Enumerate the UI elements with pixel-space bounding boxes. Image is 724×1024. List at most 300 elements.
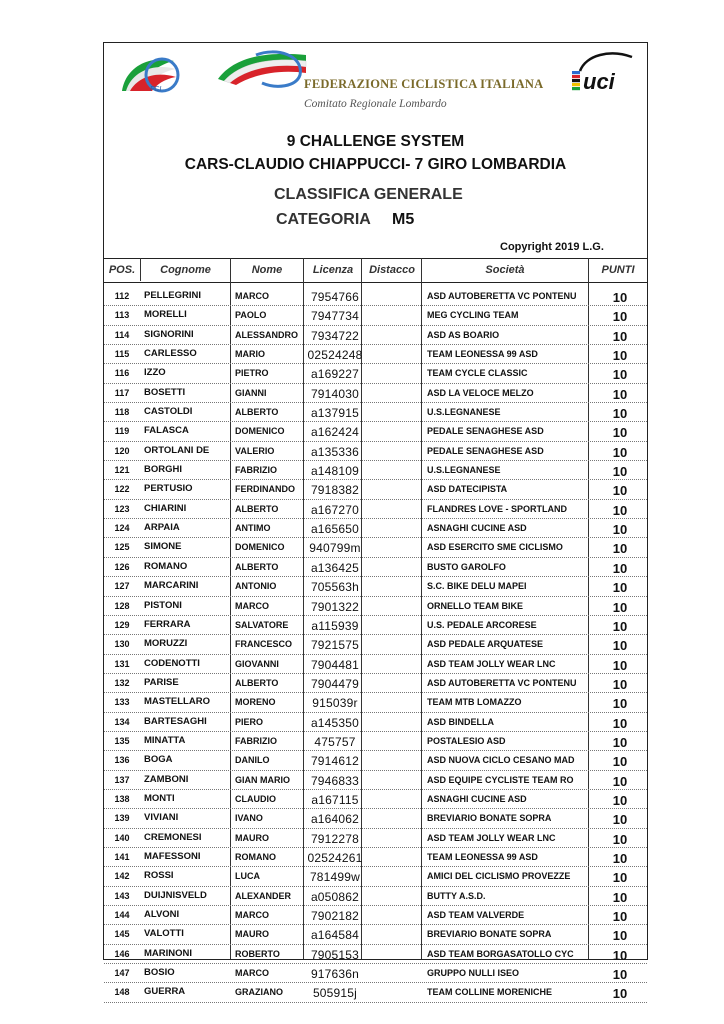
event-title: 9 CHALLENGE SYSTEM	[286, 133, 465, 150]
federation-name: FEDERAZIONE CICLISTICA ITALIANA	[304, 77, 544, 91]
cell-nome: IVANO	[235, 813, 263, 824]
cell-cognome: SIMONE	[144, 541, 182, 553]
cell-pos: 112	[114, 291, 130, 301]
table-row	[104, 829, 647, 848]
cell-distacco	[362, 422, 420, 440]
categoria-label: CATEGORIA	[276, 211, 371, 228]
table-row	[104, 519, 647, 538]
cell-societa: AMICI DEL CICLISMO PROVEZZE	[427, 871, 571, 882]
table-row	[104, 848, 647, 867]
cell-societa: ASD BINDELLA	[427, 716, 494, 727]
cell-nome: MORENO	[235, 697, 276, 708]
cell-nome: CLAUDIO	[235, 793, 276, 804]
cell-pos: 120	[114, 445, 130, 456]
cell-pos: 121	[114, 465, 130, 476]
cell-nome: ANTIMO	[235, 523, 271, 534]
cell-licenza: a164584	[310, 928, 360, 943]
cell-cognome: ZAMBONI	[144, 773, 189, 785]
cell-nome: FABRIZIO	[235, 735, 277, 746]
cell-societa: TEAM COLLINE MORENICHE	[427, 987, 552, 998]
cell-pos: 114	[114, 329, 130, 340]
cell-punti: 10	[612, 928, 628, 944]
cell-licenza: 705563h	[310, 580, 360, 595]
cell-societa: U.S.LEGNANESE	[427, 407, 501, 418]
cell-licenza: a167115	[311, 792, 359, 807]
cell-distacco	[362, 848, 420, 866]
cell-distacco	[362, 732, 420, 750]
cell-cognome: ORTOLANI DE	[144, 444, 210, 456]
table-row	[104, 597, 647, 616]
cell-cognome: MORELLI	[144, 309, 187, 321]
cell-licenza: a137915	[310, 406, 360, 421]
cell-pos: 126	[114, 561, 130, 572]
cell-licenza: a115939	[311, 618, 359, 633]
cell-nome: ROBERTO	[235, 948, 280, 959]
cell-nome: DANILO	[235, 755, 270, 766]
cell-societa: ASD ESERCITO SME CICLISMO	[427, 542, 563, 553]
cell-societa: ASD TEAM VALVERDE	[427, 910, 525, 920]
cell-punti: 10	[612, 386, 628, 402]
table-row	[104, 616, 647, 635]
table-row	[104, 558, 647, 577]
cell-nome: ALBERTO	[235, 407, 279, 418]
cell-nome: PIERO	[235, 716, 264, 727]
cell-licenza: a162424	[310, 425, 360, 440]
cell-nome: GIANNI	[235, 387, 267, 398]
cell-pos: 147	[114, 968, 130, 979]
cell-cognome: MARINONI	[144, 947, 193, 959]
table-row	[104, 693, 647, 712]
table-row	[104, 867, 647, 886]
cell-punti: 10	[612, 754, 628, 770]
cell-societa: S.C. BIKE DELU MAPEI	[427, 581, 527, 592]
cell-pos: 128	[114, 600, 130, 611]
cell-licenza: 7918382	[310, 483, 360, 498]
table-row	[104, 809, 647, 828]
cell-licenza: 915039r	[312, 696, 358, 711]
cell-nome: PIETRO	[235, 368, 269, 379]
cell-nome: MARCO	[235, 600, 269, 611]
cell-punti: 10	[612, 502, 628, 518]
table-row	[104, 732, 647, 751]
cell-pos: 127	[114, 581, 130, 592]
cell-nome: ALBERTO	[235, 677, 279, 688]
cell-licenza: 475757	[314, 734, 356, 749]
cell-licenza: a167270	[310, 502, 360, 517]
cell-licenza: a165650	[310, 522, 360, 537]
cell-punti: 10	[612, 812, 628, 828]
table-header	[104, 258, 647, 283]
cell-punti: 10	[612, 870, 628, 886]
table-row	[104, 500, 647, 519]
cell-licenza: 7904479	[310, 676, 360, 691]
cell-punti: 10	[612, 348, 628, 364]
table-row	[104, 751, 647, 770]
cell-cognome: DUIJNISVELD	[144, 889, 207, 901]
cell-licenza: 781499w	[309, 870, 361, 885]
cell-societa: BUTTY A.S.D.	[427, 890, 486, 901]
cell-nome: SALVATORE	[235, 619, 289, 630]
cell-punti: 10	[612, 792, 628, 808]
cell-societa: GRUPPO NULLI ISEO	[427, 968, 520, 979]
table-row	[104, 983, 647, 1002]
table-row	[104, 906, 647, 925]
cell-nome: ANTONIO	[235, 581, 277, 592]
cell-punti: 10	[612, 909, 628, 924]
cell-pos: 139	[114, 813, 130, 824]
table-row	[104, 577, 647, 596]
cell-licenza: 7914030	[310, 386, 360, 401]
cell-nome: ALBERTO	[235, 561, 279, 572]
cell-punti: 10	[612, 522, 628, 538]
cell-cognome: CASTOLDI	[144, 406, 193, 418]
table-row	[104, 326, 647, 345]
cell-pos: 122	[114, 484, 130, 495]
cell-nome: MAURO	[235, 832, 269, 843]
cell-nome: FABRIZIO	[235, 465, 277, 476]
event-subtitle: CARS-CLAUDIO CHIAPPUCCI- 7 GIRO LOMBARDIA	[184, 156, 567, 173]
cell-licenza: 7902182	[310, 909, 360, 923]
cell-licenza: 02524261	[307, 850, 363, 865]
cell-punti: 10	[612, 947, 628, 963]
cell-distacco	[362, 326, 420, 344]
cell-punti: 10	[612, 696, 628, 712]
cell-pos: 115	[114, 349, 130, 360]
federation-subtitle: Comitato Regionale Lombardo	[304, 98, 447, 110]
fci-logo	[116, 51, 180, 95]
cell-pos: 140	[114, 832, 130, 843]
table-row	[104, 887, 647, 906]
cell-distacco	[362, 306, 420, 324]
cell-pos: 119	[114, 426, 130, 437]
cell-societa: TEAM LEONESSA 99 ASD	[427, 851, 538, 862]
cell-licenza: a135336	[310, 444, 360, 459]
cell-cognome: CHIARINI	[144, 502, 187, 514]
cell-societa: ASD TEAM BORGASATOLLO CYC	[427, 948, 574, 959]
cell-pos: 136	[114, 755, 130, 766]
table-row	[104, 790, 647, 809]
cell-distacco	[362, 906, 420, 924]
cell-pos: 141	[114, 851, 130, 862]
cell-societa: MEG CYCLING TEAM	[427, 310, 519, 321]
cell-societa: TEAM LEONESSA 99 ASD	[427, 349, 538, 360]
cell-pos: 145	[114, 929, 130, 940]
cell-distacco	[362, 364, 420, 382]
cell-distacco	[362, 442, 420, 460]
table-row	[104, 442, 647, 461]
copyright-note: Copyright 2019 L.G.	[500, 241, 604, 253]
table-row	[104, 306, 647, 325]
table-row	[104, 345, 647, 364]
cell-societa: ASD NUOVA CICLO CESANO MAD	[427, 755, 575, 766]
cell-pos: 117	[114, 387, 130, 398]
cell-punti: 10	[612, 967, 628, 983]
cell-cognome: MONTI	[144, 792, 175, 804]
cell-licenza: a136425	[310, 560, 360, 575]
cell-societa: ASNAGHI CUCINE ASD	[427, 793, 527, 804]
cell-distacco	[362, 945, 420, 963]
cell-licenza: 7921575	[310, 638, 360, 653]
cell-punti: 10	[612, 638, 628, 654]
cell-pos: 116	[114, 368, 130, 379]
cell-distacco	[362, 403, 420, 421]
cell-licenza: 7947734	[310, 309, 360, 324]
cell-pos: 131	[114, 658, 130, 669]
cell-cognome: CREMONESI	[144, 831, 202, 843]
cell-licenza: 7901322	[310, 599, 360, 614]
cell-punti: 10	[612, 367, 628, 383]
cell-societa: ASD LA VELOCE MELZO	[427, 387, 534, 398]
cell-societa: BREVIARIO BONATE SOPRA	[427, 813, 552, 824]
cell-pos: 143	[114, 890, 130, 901]
col-cognome: Cognome	[160, 264, 211, 276]
col-nome: Nome	[251, 264, 283, 276]
cell-nome: MARCO	[235, 968, 269, 979]
results-sheet	[103, 42, 648, 1002]
cell-cognome: BOSETTI	[144, 386, 186, 398]
cell-nome: VALERIO	[235, 445, 275, 456]
cell-societa: ASD DATECIPISTA	[427, 484, 508, 495]
cell-societa: ASD EQUIPE CYCLISTE TEAM RO	[427, 774, 574, 785]
cell-societa: ASD AS BOARIO	[427, 329, 500, 340]
results-table-body	[104, 287, 647, 1003]
cell-cognome: PARISE	[144, 676, 179, 688]
cell-societa: PEDALE SENAGHESE ASD	[427, 445, 544, 456]
col-punti: PUNTI	[601, 264, 635, 276]
cell-punti: 10	[612, 464, 628, 480]
cell-licenza: 7905153	[310, 947, 360, 962]
cell-nome: PAOLO	[235, 310, 267, 321]
cell-pos: 130	[114, 639, 130, 650]
cell-societa: TEAM CYCLE CLASSIC	[427, 368, 528, 379]
cell-cognome: MARCARINI	[144, 580, 199, 592]
cell-cognome: MORUZZI	[144, 638, 188, 650]
cell-distacco	[362, 558, 420, 576]
cell-societa: ASD PEDALE ARQUATESE	[427, 639, 544, 650]
cell-punti: 10	[612, 580, 628, 596]
table-row	[104, 945, 647, 964]
table-row	[104, 403, 647, 422]
cell-nome: ALBERTO	[235, 503, 279, 514]
cell-distacco	[362, 751, 420, 769]
cell-nome: LUCA	[235, 871, 260, 882]
cell-pos: 138	[114, 793, 130, 804]
cell-punti: 10	[612, 850, 628, 866]
cell-punti: 10	[612, 618, 628, 634]
table-row	[104, 422, 647, 441]
cell-distacco	[362, 461, 420, 479]
cell-cognome: ROSSI	[144, 870, 174, 882]
cell-cognome: PELLEGRINI	[144, 290, 202, 301]
uci-logo	[570, 51, 642, 95]
cell-cognome: VIVIANI	[144, 812, 179, 824]
table-row	[104, 925, 647, 944]
cell-licenza: a148109	[310, 464, 360, 479]
cell-societa: BUSTO GAROLFO	[427, 561, 506, 572]
cell-punti: 10	[612, 444, 628, 460]
cell-distacco	[362, 597, 420, 615]
cell-cognome: BARTESAGHI	[144, 715, 207, 727]
cell-pos: 142	[114, 871, 130, 882]
cell-pos: 146	[114, 948, 130, 959]
cell-societa: FLANDRES LOVE - SPORTLAND	[427, 503, 568, 514]
cell-pos: 137	[114, 774, 130, 785]
cell-distacco	[362, 635, 420, 653]
cell-punti: 10	[612, 309, 628, 325]
cell-pos: 132	[114, 677, 130, 688]
cell-distacco	[362, 674, 420, 692]
col-distacco: Distacco	[369, 264, 415, 276]
cell-licenza: 917636n	[310, 967, 360, 982]
cell-nome: GRAZIANO	[235, 987, 283, 998]
cell-nome: ROMANO	[235, 851, 276, 862]
cell-cognome: CODENOTTI	[144, 657, 200, 669]
cell-cognome: MAFESSONI	[144, 850, 201, 862]
cell-cognome: BORGHI	[144, 464, 182, 476]
cell-distacco	[362, 519, 420, 537]
cell-licenza: 505915j	[312, 986, 358, 1001]
cell-distacco	[362, 829, 420, 847]
svg-text:FCI: FCI	[150, 86, 162, 93]
cell-punti: 10	[612, 560, 628, 576]
cell-distacco	[362, 538, 420, 556]
col-licenza: Licenza	[312, 264, 354, 276]
cell-societa: ASD TEAM JOLLY WEAR LNC	[427, 658, 556, 669]
cell-societa: PEDALE SENAGHESE ASD	[427, 426, 544, 437]
cell-nome: MAURO	[235, 929, 269, 940]
cell-pos: 144	[114, 910, 130, 920]
cell-societa: TEAM MTB LOMAZZO	[427, 697, 522, 708]
cell-societa: BREVIARIO BONATE SOPRA	[427, 929, 552, 940]
cell-licenza: a145350	[310, 715, 360, 730]
table-row	[104, 713, 647, 732]
cell-punti: 10	[612, 425, 628, 441]
cell-societa: ASD TEAM JOLLY WEAR LNC	[427, 832, 556, 843]
cell-societa: POSTALESIO ASD	[427, 735, 506, 746]
cell-punti: 10	[612, 483, 628, 499]
cell-nome: MARCO	[235, 910, 269, 920]
cell-distacco	[362, 771, 420, 789]
cell-pos: 135	[114, 735, 130, 746]
cell-cognome: CARLESSO	[144, 348, 197, 360]
cell-licenza: a169227	[310, 367, 360, 382]
cell-nome: FRANCESCO	[235, 639, 293, 650]
cell-nome: MARIO	[235, 349, 265, 360]
cell-nome: ALESSANDRO	[235, 329, 299, 340]
cell-licenza: 940799m	[309, 541, 361, 556]
svg-text:uci: uci	[583, 69, 615, 94]
cell-licenza: a050862	[310, 889, 360, 904]
cell-punti: 10	[612, 773, 628, 789]
cell-pos: 124	[114, 523, 130, 534]
cell-pos: 123	[114, 503, 130, 514]
cell-cognome: FALASCA	[144, 425, 189, 437]
cell-distacco	[362, 983, 420, 1001]
cell-pos: 134	[114, 716, 130, 727]
cell-punti: 10	[612, 328, 628, 344]
cell-distacco	[362, 693, 420, 711]
cell-societa: ASD AUTOBERETTA VC PONTENU	[427, 291, 577, 301]
cell-cognome: VALOTTI	[144, 928, 184, 940]
divider	[140, 258, 141, 281]
cell-distacco	[362, 655, 420, 673]
cell-cognome: FERRARA	[144, 618, 191, 630]
cell-distacco	[362, 480, 420, 498]
federation-emblem	[216, 49, 308, 89]
col-pos: POS.	[108, 264, 136, 276]
table-row	[104, 655, 647, 674]
cell-cognome: MINATTA	[144, 734, 186, 746]
cell-distacco	[362, 964, 420, 982]
cell-pos: 113	[114, 310, 130, 321]
cell-distacco	[362, 577, 420, 595]
table-row	[104, 674, 647, 693]
table-row	[104, 287, 647, 306]
table-row	[104, 964, 647, 983]
table-row	[104, 364, 647, 383]
table-row	[104, 771, 647, 790]
cell-punti: 10	[612, 599, 628, 615]
table-row	[104, 480, 647, 499]
cell-licenza: 02524248	[307, 348, 363, 363]
cell-cognome: MASTELLARO	[144, 696, 210, 708]
table-row	[104, 538, 647, 557]
cell-distacco	[362, 809, 420, 827]
cell-licenza: 7954766	[310, 290, 360, 304]
cell-punti: 10	[612, 541, 628, 557]
cell-nome: DOMENICO	[235, 426, 285, 437]
cell-pos: 129	[114, 619, 130, 630]
cell-societa: ORNELLO TEAM BIKE	[427, 600, 523, 611]
cell-licenza: 7946833	[310, 773, 360, 788]
cell-pos: 125	[114, 542, 130, 553]
cell-cognome: ALVONI	[144, 909, 180, 920]
cell-punti: 10	[612, 831, 628, 847]
cell-licenza: 7912278	[310, 831, 360, 846]
cell-punti: 10	[612, 290, 628, 305]
cell-distacco	[362, 287, 420, 305]
cell-cognome: GUERRA	[144, 986, 186, 998]
cell-punti: 10	[612, 986, 628, 1002]
cell-nome: FERDINANDO	[235, 484, 295, 495]
cell-nome: GIOVANNI	[235, 658, 279, 669]
cell-nome: MARCO	[235, 291, 269, 301]
cell-cognome: SIGNORINI	[144, 328, 194, 340]
cell-societa: ASNAGHI CUCINE ASD	[427, 523, 527, 534]
cell-societa: U.S. PEDALE ARCORESE	[427, 619, 537, 630]
cell-distacco	[362, 867, 420, 885]
cell-nome: GIAN MARIO	[235, 774, 290, 785]
cell-distacco	[362, 345, 420, 363]
categoria-value: M5	[392, 211, 415, 228]
cell-cognome: BOGA	[144, 754, 173, 766]
col-societa: Società	[485, 264, 525, 276]
cell-distacco	[362, 790, 420, 808]
cell-cognome: ARPAIA	[144, 522, 180, 534]
table-row	[104, 461, 647, 480]
cell-punti: 10	[612, 406, 628, 422]
cell-nome: DOMENICO	[235, 542, 285, 553]
cell-distacco	[362, 616, 420, 634]
cell-pos: 148	[114, 987, 130, 998]
cell-cognome: BOSIO	[144, 967, 175, 979]
cell-punti: 10	[612, 734, 628, 750]
cell-punti: 10	[612, 657, 628, 673]
cell-licenza: 7904481	[310, 657, 360, 672]
cell-distacco	[362, 713, 420, 731]
cell-cognome: PISTONI	[144, 599, 182, 611]
classifica-heading: CLASSIFICA GENERALE	[274, 186, 463, 203]
